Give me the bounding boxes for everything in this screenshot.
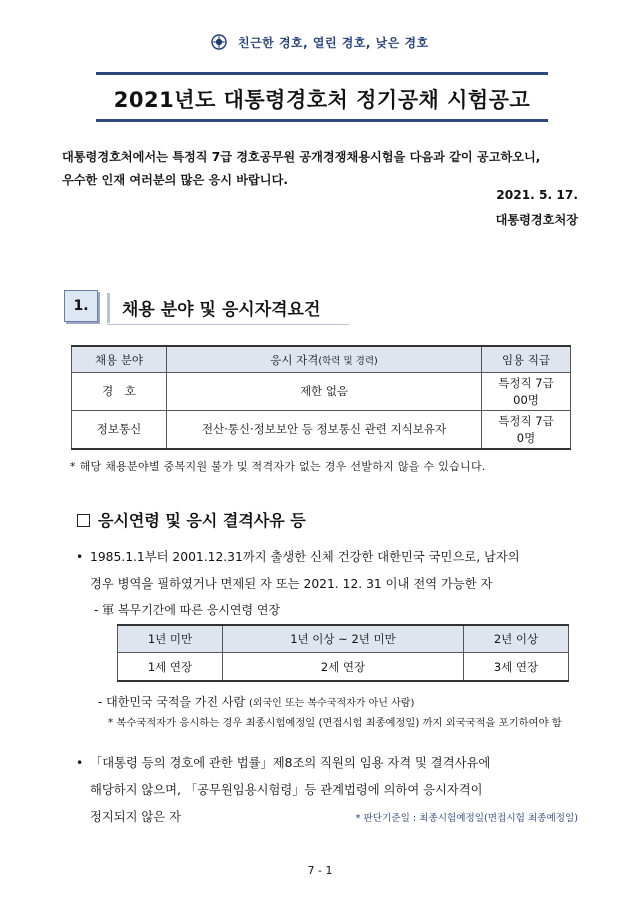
bullet-disq-line-2: 해당하지 않으며, 「공무원임용시험령」등 관계법령에 의하여 응시자격이 (90, 783, 483, 797)
table-row (72, 411, 571, 450)
bullet-disq-line-1: 「대통령 등의 경호에 관한 법률」제8조의 직원의 임용 자격 및 결격사유에 (90, 756, 491, 770)
cell-field: 경 호 (72, 373, 167, 411)
header-qualification (167, 346, 482, 373)
subsection-heading (77, 508, 306, 531)
title-rule-top (96, 72, 548, 75)
intro-line-1: 대통령경호처에서는 특정직 7급 경호공무원 공개경쟁채용시험을 다음과 같이 공고하오니, (62, 150, 541, 164)
title-rule-bottom (96, 119, 548, 122)
issuer: 대통령경호처장 (495, 213, 578, 227)
table-header-row (118, 625, 569, 653)
bullet-dot-icon: • (76, 756, 84, 770)
bullet-age-line-2: 경우 병역을 필하였거나 면제된 자 또는 2021. 12. 31 이내 전역 가능한 자 (90, 577, 493, 591)
slogan (0, 34, 640, 53)
slogan-text: 친근한 경호, 열린 경호, 낮은 경호 (237, 36, 429, 50)
cell-field: 정보통신 (72, 411, 167, 450)
section-divider (107, 293, 110, 323)
bullet-age-line-1: 1985.1.1부터 2001.12.31까지 출생한 신체 건강한 대한민국 국민으로, 남자의 (90, 550, 520, 564)
header-service-1: 1년 미만 (118, 625, 223, 653)
cell-rank (482, 411, 571, 450)
checkbox-square-icon (77, 514, 90, 527)
bullet-age (76, 544, 592, 598)
page-title: 2021년도 대통령경호처 정기공채 시험공고 (113, 88, 531, 112)
age-extension-table (117, 624, 569, 682)
header-qualification-note: (학력 및 경력) (318, 355, 378, 367)
header-qualification-label: 응시 자격 (270, 352, 319, 367)
table-row (72, 373, 571, 411)
citizenship-text: - 대한민국 국적을 가진 사람 (98, 695, 246, 709)
dual-citizenship-note: * 복수국적자가 응시하는 경우 최종시험예정일 (면접시험 최종예정일) 까지 외국국적을 포기하여야 함 (108, 717, 562, 729)
cell-qualification: 전산·통신·정보보안 등 정보통신 관련 지식보유자 (167, 411, 482, 450)
military-extension-note: - 軍 복무기간에 따른 응시연령 연장 (94, 603, 281, 617)
section-number: 1. (64, 290, 98, 322)
cell-extension-2: 2세 연장 (223, 653, 464, 682)
header-field: 채용 분야 (72, 346, 167, 373)
section-title: 채용 분야 및 응시자격요건 (122, 300, 321, 320)
rank-text: 특정직 7급 (498, 375, 554, 390)
table-header-row (72, 346, 571, 373)
header-service-3: 2년 이상 (463, 625, 568, 653)
subsection-title: 응시연령 및 응시 결격사유 등 (98, 511, 306, 530)
cell-rank (482, 373, 571, 411)
header-rank: 임용 직급 (482, 346, 571, 373)
section-underline (107, 324, 349, 325)
cell-qualification: 제한 없음 (167, 373, 482, 411)
announcement-date: 2021. 5. 17. (496, 188, 578, 202)
emblem-icon (211, 34, 227, 53)
bullet-disq-line-3: 정지되지 않은 자 (90, 810, 181, 824)
citizenship-subtext: (외국인 또는 복수국적자가 아닌 사람) (248, 698, 415, 709)
headcount: 00명 (513, 392, 539, 407)
rank-text: 특정직 7급 (498, 413, 554, 428)
headcount: 0명 (516, 430, 536, 445)
page-number: 7 - 1 (307, 864, 333, 877)
intro-line-2: 우수한 인재 여러분의 많은 응시 바랍니다. (62, 173, 288, 187)
recruitment-table (71, 345, 571, 450)
judgment-date-note: * 판단기준일 : 최종시험예정일(면접시험 최종예정일) (355, 813, 578, 824)
cell-extension-3: 3세 연장 (463, 653, 568, 682)
intro-paragraph (62, 146, 592, 192)
header-service-2: 1년 이상 ~ 2년 미만 (223, 625, 464, 653)
citizenship-note (98, 693, 414, 710)
table-row (118, 653, 569, 682)
table-footnote: * 해당 채용분야별 중복지원 불가 및 적격자가 없는 경우 선발하지 않을 수 있습니다. (70, 460, 486, 473)
cell-extension-1: 1세 연장 (118, 653, 223, 682)
bullet-dot-icon: • (76, 550, 84, 564)
